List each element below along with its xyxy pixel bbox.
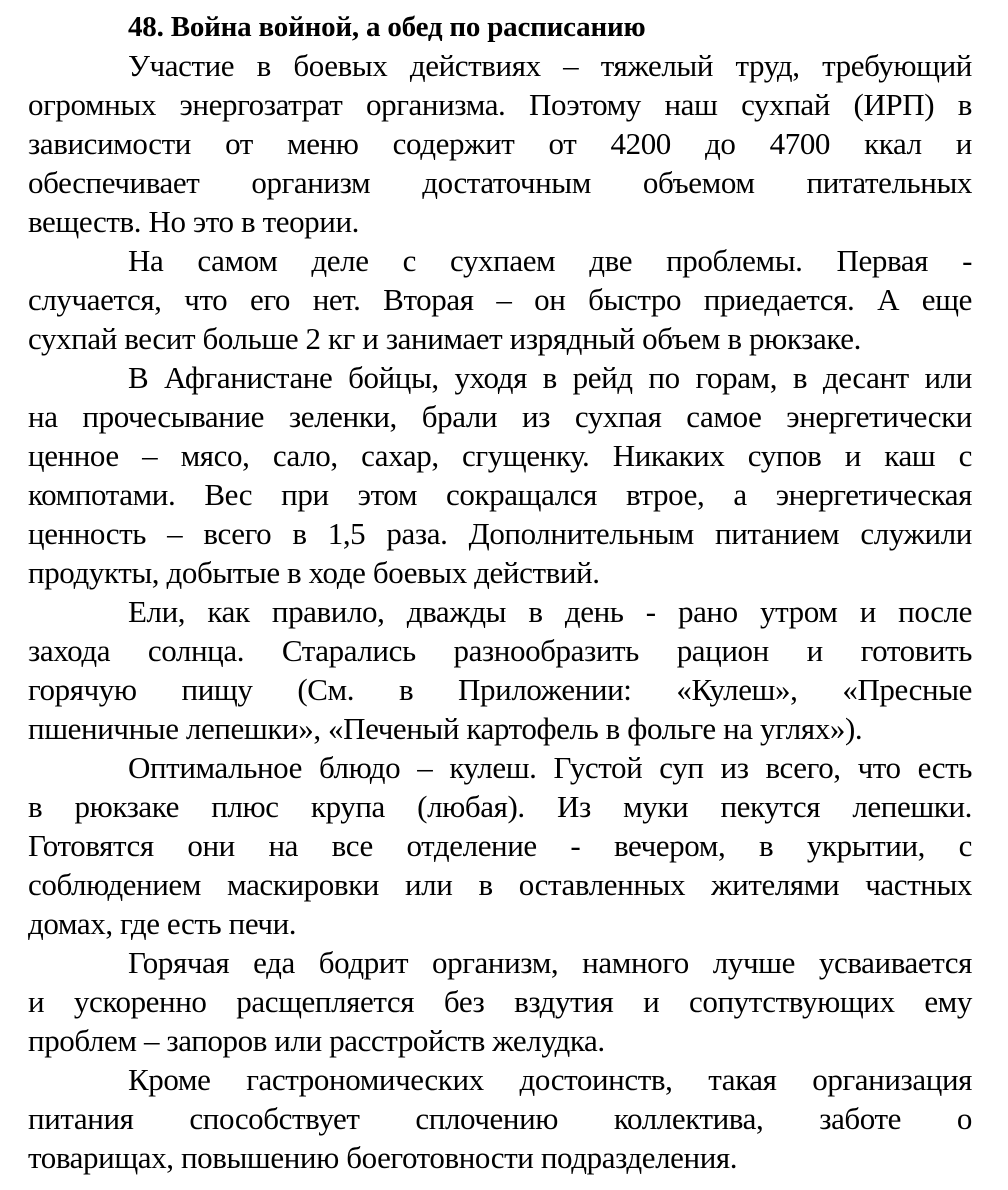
text-line: В Афганистане бойцы, уходя в рейд по горам, в десант или: [128, 360, 972, 395]
text-line: пшеничные лепешки», «Печеный картофель в фольге на углях»).: [28, 711, 863, 746]
text-line: зависимости от меню содержит от 4200 до 4700 ккал и: [28, 126, 972, 161]
paragraph-6: [28, 943, 972, 1060]
text-line: товарищах, повышению боеготовности подразделения.: [28, 1140, 738, 1175]
text-line: огромных энергозатрат организма. Поэтому наш сухпай (ИРП) в: [28, 87, 972, 122]
text-line: питания способствует сплочению коллектива, заботе о: [28, 1101, 972, 1136]
text-line: проблем – запоров или расстройств желудка.: [28, 1023, 605, 1058]
paragraph-2: [28, 241, 972, 358]
paragraph-7: [28, 1060, 972, 1177]
text-line: Горячая еда бодрит организм, намного лучше усваивается: [128, 945, 972, 980]
paragraph-3: [28, 358, 972, 592]
document-page: [28, 8, 972, 1177]
paragraph-5: [28, 748, 972, 943]
text-line: обеспечивает организм достаточным объемом питательных: [28, 165, 972, 200]
paragraph-4: [28, 592, 972, 748]
text-line: компотами. Вес при этом сокращался втрое, а энергетическая: [28, 477, 972, 512]
text-line: Участие в боевых действиях – тяжелый труд, требующий: [128, 48, 972, 83]
text-line: и ускоренно расщепляется без вздутия и сопутствующих ему: [28, 984, 972, 1019]
text-line: в рюкзаке плюс крупа (любая). Из муки пекутся лепешки.: [28, 789, 972, 824]
text-line: Ели, как правило, дважды в день - рано утром и после: [128, 594, 972, 629]
text-line: горячую пищу (См. в Приложении: «Кулеш», «Пресные: [28, 672, 972, 707]
text-line: на прочесывание зеленки, брали из сухпая самое энергетически: [28, 399, 972, 434]
text-line: Готовятся они на все отделение - вечером, в укрытии, с: [28, 828, 972, 863]
text-line: Кроме гастрономических достоинств, такая организация: [128, 1062, 972, 1097]
text-line: захода солнца. Старались разнообразить рацион и готовить: [28, 633, 972, 668]
text-line: продукты, добытые в ходе боевых действий.: [28, 555, 600, 590]
text-line: домах, где есть печи.: [28, 906, 297, 941]
text-line: Оптимальное блюдо – кулеш. Густой суп из всего, что есть: [128, 750, 972, 785]
text-line: ценность – всего в 1,5 раза. Дополнительным питанием служили: [28, 516, 972, 551]
paragraph-1: [28, 46, 972, 241]
text-line: случается, что его нет. Вторая – он быстро приедается. А еще: [28, 282, 972, 317]
text-line: сухпай весит больше 2 кг и занимает изрядный объем в рюкзаке.: [28, 321, 861, 356]
text-line: веществ. Но это в теории.: [28, 204, 360, 239]
text-line: соблюдением маскировки или в оставленных жителями частных: [28, 867, 972, 902]
text-line: ценное – мясо, сало, сахар, сгущенку. Никаких супов и каш с: [28, 438, 972, 473]
text-line: На самом деле с сухпаем две проблемы. Первая -: [128, 243, 972, 278]
section-title: 48. Война войной, а обед по расписанию: [128, 11, 646, 43]
